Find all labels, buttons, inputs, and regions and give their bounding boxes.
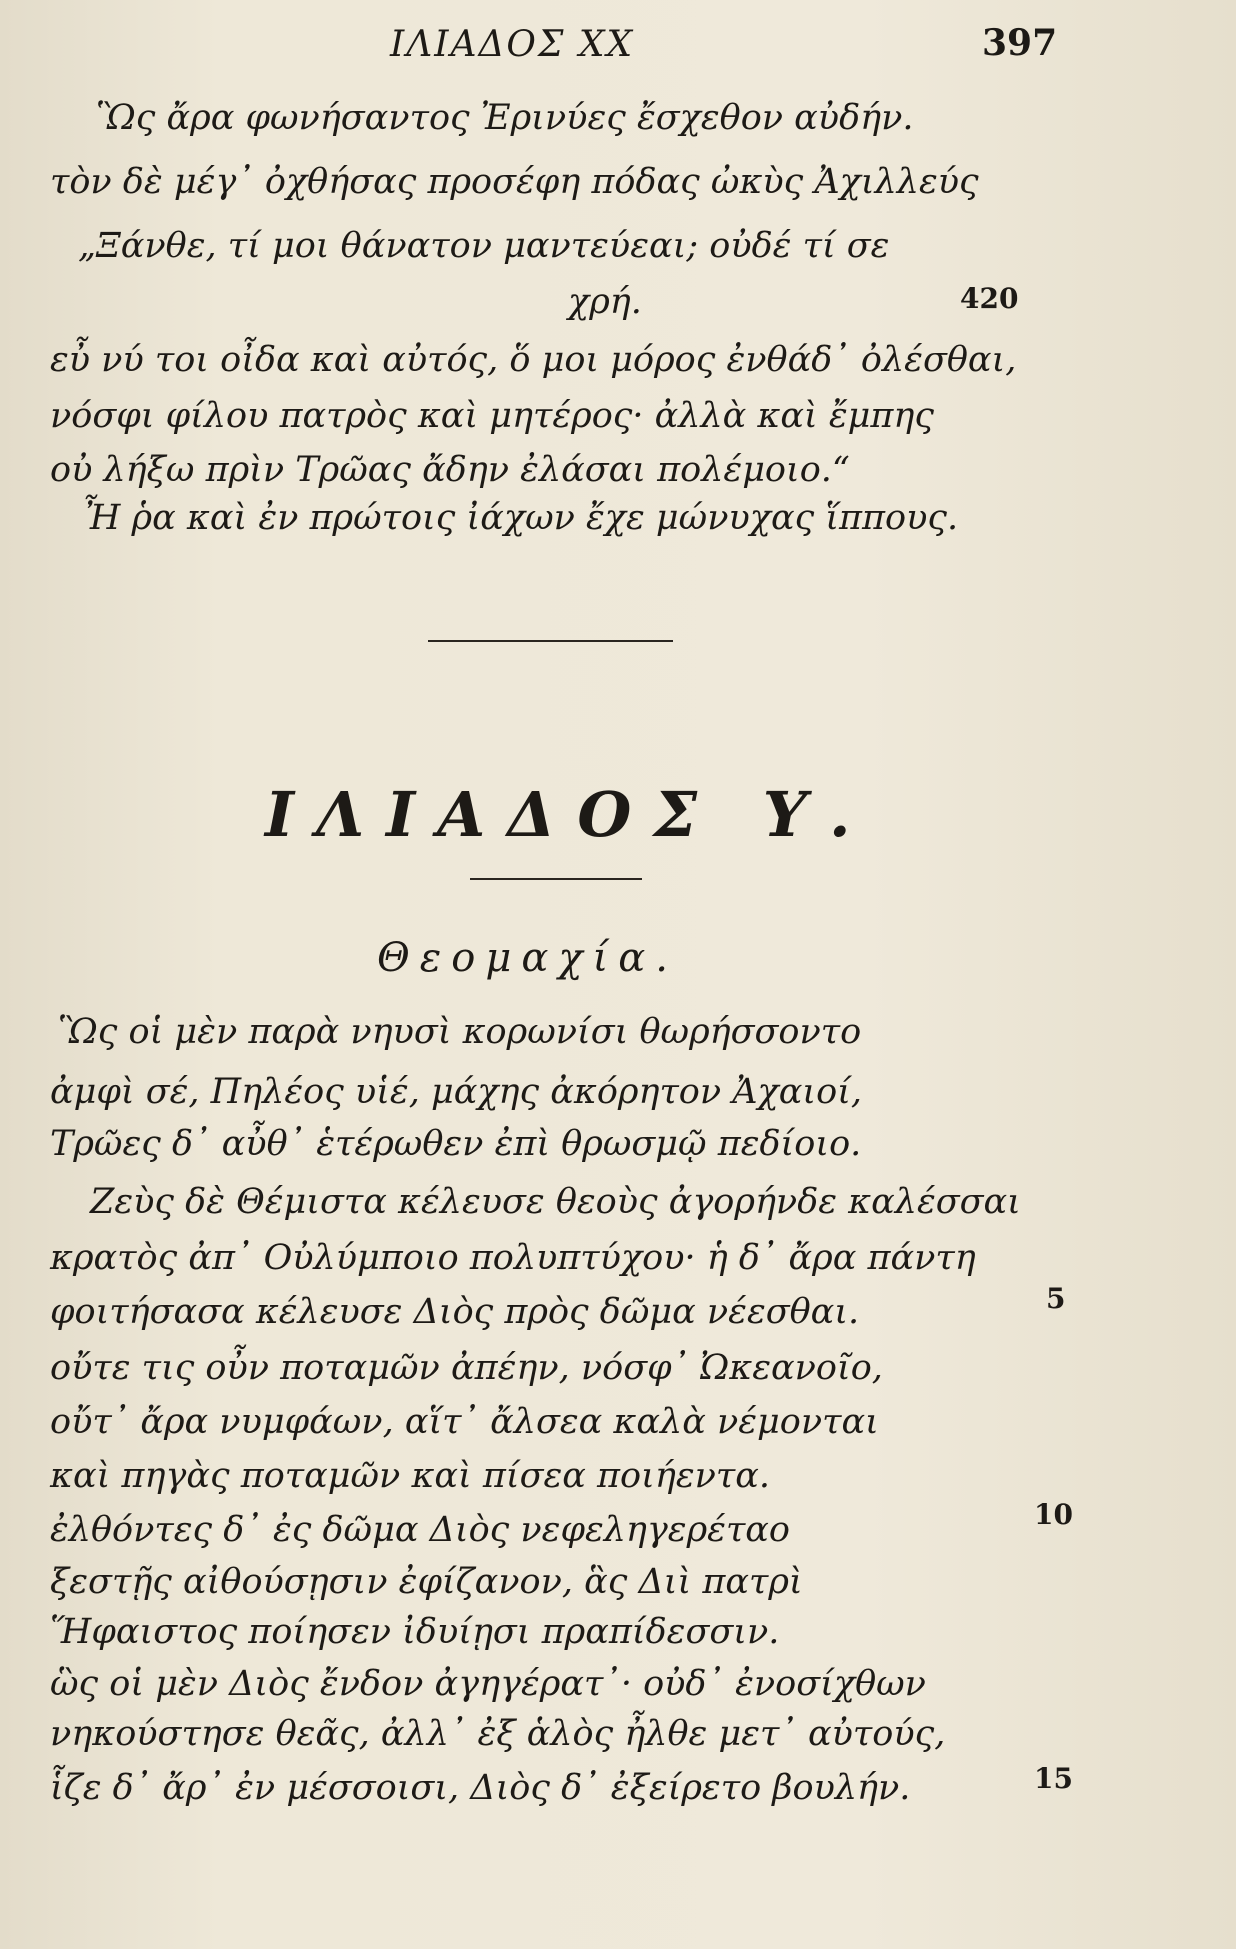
verse-line: ξεστῇς αἰθούσῃσιν ἐφίζανον, ἃς Διὶ πατρὶ <box>50 1562 803 1602</box>
verse-line: νόσφι φίλου πατρὸς καὶ μητέρος· ἀλλὰ καὶ ἔμπης <box>50 396 934 436</box>
verse-line: νηκούστησε θεᾶς, ἀλλ᾽ ἐξ ἁλὸς ἦλθε μετ᾽ αὐτούς, <box>50 1714 946 1754</box>
bleed-through-texture <box>150 270 159 303</box>
verse-line: Ἥφαιστος ποίησεν ἰδυίῃσι πραπίδεσσιν. <box>50 1612 780 1652</box>
verse-line: φοιτήσασα κέλευσε Διὸς πρὸς δῶμα νέεσθαι. <box>50 1292 860 1332</box>
line-number: 420 <box>960 282 1019 315</box>
verse-line: ἐλθόντες δ᾽ ἐς δῶμα Διὸς νεφεληγερέταο <box>50 1510 791 1550</box>
verse-line: χρή. <box>568 282 642 322</box>
line-number: 15 <box>1034 1762 1073 1795</box>
verse-line: ἷζε δ᾽ ἄρ᾽ ἐν μέσσοισι, Διὸς δ᾽ ἐξείρετο βουλήν. <box>50 1768 911 1808</box>
verse-line: Ὣς ἄρα φωνήσαντος Ἐρινύες ἔσχεθον αὐδήν. <box>96 98 914 138</box>
title-underline <box>470 878 642 880</box>
section-divider <box>428 640 673 642</box>
verse-line: οὔτ᾽ ἄρα νυμφάων, αἵτ᾽ ἄλσεα καλὰ νέμονται <box>50 1402 879 1442</box>
book-title: ΙΛΙΑΔΟΣ Υ. <box>265 778 873 851</box>
verse-line: κρατὸς ἀπ᾽ Οὐλύμποιο πολυπτύχου· ἡ δ᾽ ἄρα πάντη <box>50 1238 976 1278</box>
verse-line: ὣς οἱ μὲν Διὸς ἔνδον ἀγηγέρατ᾽· οὐδ᾽ ἐνοσίχθων <box>50 1664 926 1704</box>
page-number: 397 <box>982 22 1058 64</box>
verse-line: τὸν δὲ μέγ᾽ ὀχθήσας προσέφη πόδας ὠκὺς Ἀχιλλεύς <box>50 162 979 202</box>
verse-line: οὐ λήξω πρὶν Τρῶας ἄδην ἐλάσαι πολέμοιο.“ <box>50 450 850 490</box>
verse-line: Ζεὺς δὲ Θέμιστα κέλευσε θεοὺς ἀγορήνδε καλέσσαι <box>90 1182 1021 1222</box>
verse-line: Ὣς οἱ μὲν παρὰ νηυσὶ κορωνίσι θωρήσσοντο <box>58 1012 862 1052</box>
verse-line: Τρῶες δ᾽ αὖθ᾽ ἑτέρωθεν ἐπὶ θρωσμῷ πεδίοιο. <box>50 1124 862 1164</box>
verse-line: ἀμφὶ σέ, Πηλέος υἱέ, μάχης ἀκόρητον Ἀχαιοί, <box>50 1072 863 1112</box>
book-subtitle: Θεομαχία. <box>377 935 678 981</box>
verse-line: καὶ πηγὰς ποταμῶν καὶ πίσεα ποιήεντα. <box>50 1456 770 1496</box>
line-number: 10 <box>1034 1498 1073 1531</box>
verse-line: οὔτε τις οὖν ποταμῶν ἀπέην, νόσφ᾽ Ὠκεανοῖο, <box>50 1348 883 1388</box>
verse-line: „Ξάνθε, τί μοι θάνατον μαντεύεαι; οὐδέ τί σε <box>78 226 890 266</box>
verse-line: εὖ νύ τοι οἶδα καὶ αὐτός, ὅ μοι μόρος ἐνθάδ᾽ ὀλέσθαι, <box>50 340 1017 380</box>
verse-line: Ἦ ῥα καὶ ἐν πρώτοις ἰάχων ἔχε μώνυχας ἵππους. <box>82 498 959 538</box>
line-number: 5 <box>1046 1282 1066 1315</box>
running-title: ΙΛΙΑΔΟΣ XX <box>390 24 635 65</box>
